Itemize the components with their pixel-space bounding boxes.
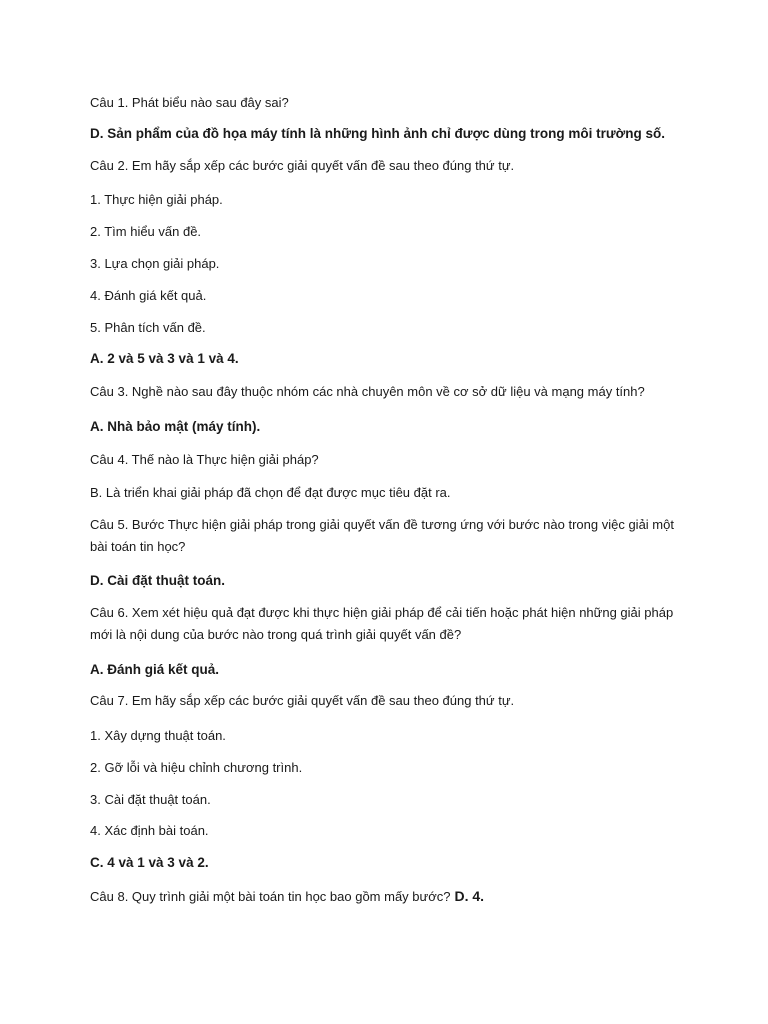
q2-step-1: 1. Thực hiện giải pháp.: [90, 192, 223, 207]
question-8-line: [90, 887, 484, 906]
q7-step-3: 3. Cài đặt thuật toán.: [90, 792, 211, 807]
question-6: Câu 6. Xem xét hiệu quả đạt được khi thực hiện giải pháp để cải tiến hoặc phát hiện những giải pháp mới là nội dung của bước nào trong quá trình giải quyết vấn đề?: [90, 605, 674, 642]
question-5: Câu 5. Bước Thực hiện giải pháp trong giải quyết vấn đề tương ứng với bước nào trong việc giải một bài toán tin học?: [90, 517, 674, 554]
answer-3: A. Nhà bảo mật (máy tính).: [90, 419, 261, 434]
answer-1: D. Sản phẩm của đồ họa máy tính là những hình ảnh chỉ được dùng trong môi trường số.: [90, 126, 666, 141]
question-2: Câu 2. Em hãy sắp xếp các bước giải quyết vấn đề sau theo đúng thứ tự.: [90, 158, 515, 173]
question-4: Câu 4. Thế nào là Thực hiện giải pháp?: [90, 452, 319, 467]
answer-7: C. 4 và 1 và 3 và 2.: [90, 855, 209, 870]
question-7: Câu 7. Em hãy sắp xếp các bước giải quyết vấn đề sau theo đúng thứ tự.: [90, 693, 515, 708]
q7-step-1: 1. Xây dựng thuật toán.: [90, 728, 226, 743]
question-3: Câu 3. Nghề nào sau đây thuộc nhóm các nhà chuyên môn về cơ sở dữ liệu và mạng máy tính?: [90, 384, 645, 399]
question-1: Câu 1. Phát biểu nào sau đây sai?: [90, 95, 289, 110]
answer-2: A. 2 và 5 và 3 và 1 và 4.: [90, 351, 239, 366]
q2-step-5: 5. Phân tích vấn đề.: [90, 320, 206, 335]
q2-step-2: 2. Tìm hiểu vấn đề.: [90, 224, 202, 239]
answer-8: D. 4.: [454, 888, 485, 904]
answer-5: D. Cài đặt thuật toán.: [90, 573, 225, 588]
q2-step-4: 4. Đánh giá kết quả.: [90, 288, 207, 303]
q2-step-3: 3. Lựa chọn giải pháp.: [90, 256, 220, 271]
q7-step-4: 4. Xác định bài toán.: [90, 823, 209, 838]
answer-4: B. Là triển khai giải pháp đã chọn để đạt được mục tiêu đặt ra.: [90, 485, 451, 500]
q7-step-2: 2. Gỡ lỗi và hiệu chỉnh chương trình.: [90, 760, 303, 775]
answer-6: A. Đánh giá kết quả.: [90, 662, 220, 677]
question-8: Câu 8. Quy trình giải một bài toán tin học bao gồm mấy bước?: [90, 889, 451, 904]
